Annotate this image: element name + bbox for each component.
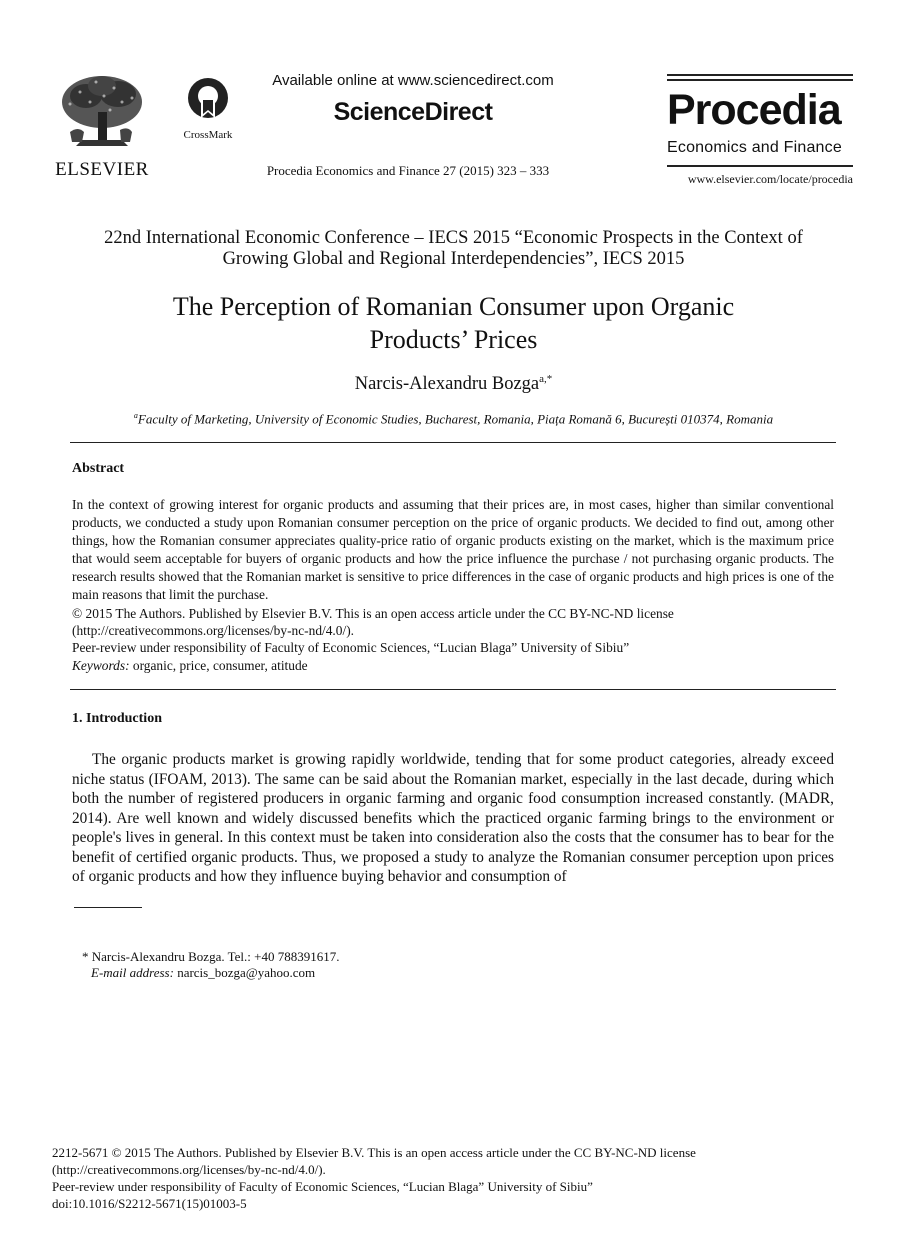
conference-name	[70, 228, 837, 270]
procedia-top-rule	[667, 74, 853, 76]
crossmark-badge[interactable]	[178, 76, 238, 141]
sciencedirect-logo: ScienceDirect	[333, 98, 493, 126]
affiliation-text: Faculty of Marketing, University of Economic Studies, Bucharest, Romania, Piața Romană 6, București 010374, Romania	[137, 411, 774, 427]
footer-license-link[interactable]: (http://creativecommons.org/licenses/by-nc-nd/4.0/).	[52, 1162, 326, 1177]
paper-title	[70, 290, 837, 356]
publisher-name: ELSEVIER	[55, 159, 149, 180]
footnote-rule	[74, 907, 142, 908]
author	[70, 373, 837, 395]
keywords	[72, 657, 834, 674]
abstract-peer-review: Peer-review under responsibility of Faculty of Economic Sciences, “Lucian Blaga” University of Sibiu”	[72, 640, 630, 655]
email-label: E-mail address:	[91, 965, 174, 980]
email-address[interactable]: narcis_bozga@yahoo.com	[173, 965, 316, 980]
keywords-list: organic, price, consumer, atitude	[129, 658, 308, 673]
affiliation	[70, 411, 837, 427]
footer-license: 2212-5671 © 2015 The Authors. Published by Elsevier B.V. This is an open access article under the CC BY-NC-ND license	[52, 1145, 696, 1160]
divider-bottom	[70, 689, 836, 690]
procedia-name: Procedia	[667, 86, 841, 134]
author-marks: a,*	[539, 373, 553, 385]
available-online: Available online at www.sciencedirect.com	[272, 72, 554, 89]
procedia-bottom-rule	[667, 165, 853, 167]
abstract-text: In the context of growing interest for organic products and assuming that their prices are, in most cases, higher than similar conventional products, we conducted a study upon Romanian consumer perception on the price of organic products. We decided to find out, among other things, how the Romanian consumer appreciates quality-price ratio of organic products existing on the market, which is the maximum price that would seem acceptable for buyers of organic products and how the price influence the purchase / not purchasing organic products. The research results showed that the Romanian market is sensitive to price differences in the case of organic products and high prices is one of the main reasons that limit the purchase.	[72, 497, 834, 602]
abstract-heading: Abstract	[72, 461, 125, 476]
procedia-logo	[667, 74, 853, 187]
crossmark-label: CrossMark	[183, 129, 233, 141]
footer-peer-review: Peer-review under responsibility of Faculty of Economic Sciences, “Lucian Blaga” University of Sibiu”	[52, 1179, 593, 1194]
keywords-label: Keywords:	[72, 658, 130, 673]
introduction-text: The organic products market is growing rapidly worldwide, tending that for some product categories, already exceed niche status (IFOAM, 2013). The same can be said about the Romanian market, especially in the last decade, during which both the number of registered producers in organic farming and organic food consumption increased constantly. (MADR, 2014). Are well known and widely discussed benefits which the practiced organic farming brings to the environment or people's lives in general. In this context must be taken into consideration also the costs that the consumer has to bear for the benefit of certified organic products. Thus, we proposed a study to analyze the Romanian consumer perception upon prices of organic products and how they influence buying behavior and consumption of	[72, 751, 834, 885]
footnote-contact: * Narcis-Alexandru Bozga. Tel.: +40 788391617.	[82, 949, 340, 964]
elsevier-tree-icon	[56, 72, 148, 152]
title-line-2: Products’ Prices	[369, 325, 538, 354]
title-line-1: The Perception of Romanian Consumer upon Organic	[172, 292, 735, 321]
crossmark-icon	[186, 76, 230, 122]
divider-top	[70, 442, 836, 443]
procedia-subtitle: Economics and Finance	[667, 139, 842, 156]
conference-line-2: Growing Global and Regional Interdependencies”, IECS 2015	[222, 249, 685, 269]
affiliation-mark: a	[133, 411, 138, 420]
footer-doi[interactable]: doi:10.1016/S2212-5671(15)01003-5	[52, 1196, 247, 1211]
elsevier-logo	[52, 72, 152, 181]
procedia-top-rule-2	[667, 79, 853, 81]
abstract-copyright: © 2015 The Authors. Published by Elsevier B.V. This is an open access article under the CC BY-NC-ND license	[72, 606, 674, 621]
footnote-email	[91, 965, 315, 981]
introduction-heading: 1. Introduction	[72, 711, 162, 726]
journal-reference: Procedia Economics and Finance 27 (2015) 323 – 333	[266, 163, 550, 178]
conference-line-1: 22nd International Economic Conference – IECS 2015 “Economic Prospects in the Context of	[104, 228, 803, 248]
author-name: Narcis-Alexandru Bozga	[354, 374, 540, 395]
procedia-url[interactable]: www.elsevier.com/locate/procedia	[687, 172, 853, 186]
abstract-license-link[interactable]: (http://creativecommons.org/licenses/by-nc-nd/4.0/).	[72, 623, 355, 638]
